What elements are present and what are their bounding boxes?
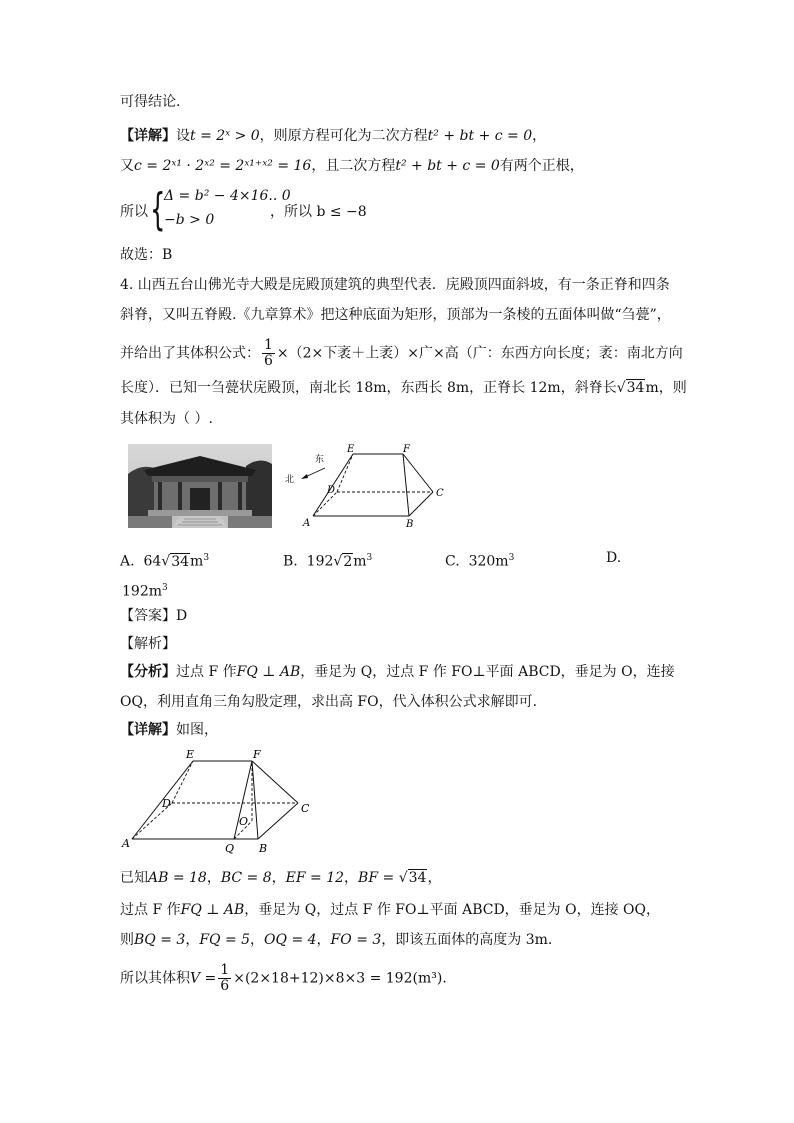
detail-1-line-2: 又c = 2ˣ¹ · 2ˣ² = 2ˣ¹⁺ˣ² = 16，且二次方程t² + bt + c = 0有两个正根，	[120, 158, 584, 174]
choice-text: 故选：B	[120, 247, 173, 263]
pentahedron-figure-2	[118, 745, 318, 861]
label-f: F	[253, 748, 261, 761]
option-d-label[interactable]: D.	[606, 550, 622, 566]
question-4-line-2: 斜脊，又叫五脊殿.《九章算术》把这种底面为矩形，顶部为一条棱的五面体叫做“刍甍”，	[120, 307, 671, 323]
perpendicular-line: 过点 F 作FQ ⊥ AB，垂足为 Q，过点 F 作 FO⊥平面 ABCD，垂足为 O，连接 OQ，	[120, 902, 661, 918]
pentahedron-figure-1	[285, 440, 455, 536]
label-o: O	[239, 815, 249, 828]
fraction: $\frac{1}{6}$	[264, 337, 273, 369]
math: t² + bt + c = 0	[427, 128, 533, 144]
label-a: A	[122, 837, 130, 850]
label-e: E	[186, 748, 195, 761]
option-d-value[interactable]: $192m^3$	[122, 583, 168, 600]
question-4-line-5: 其体积为（ ）.	[120, 411, 213, 427]
question-4-line-1: 4. 山西五台山佛光寺大殿是庑殿顶建筑的典型代表．庑殿顶四面斜坡，有一条正脊和四条	[120, 277, 670, 293]
fenxi-line-2: OQ，利用直角三角勾股定理，求出高 FO，代入体积公式求解即可.	[120, 694, 538, 710]
calculation-line: 则BQ = 3，FQ = 5，OQ = 4，FO = 3，即该五面体的高度为 3m.	[120, 932, 553, 948]
label-e: E	[347, 444, 355, 455]
analysis-title: 【解析】	[120, 636, 176, 652]
option-a[interactable]: A. $64√34m^3$	[120, 553, 210, 570]
question-4-line-4: 长度）．已知一刍甍状庑殿顶，南北长 18m，东西长 8m，正脊长 12m，斜脊长√34m，则	[120, 380, 687, 396]
math: t² + bt + c = 0	[395, 158, 500, 174]
sqrt: 34	[626, 380, 645, 396]
known-values-line: 已知AB = 18，BC = 8，EF = 12，BF = √34，	[120, 870, 442, 886]
inequality-row-1: Δ = b² − 4×16.. 0	[164, 188, 291, 204]
label-c: C	[301, 802, 310, 815]
math: t = 2ˣ > 0	[190, 128, 260, 144]
question-4-line-3: 并给出了其体积公式： $\frac{1}{6}$ ×（2×下袤＋上袤）×广×高（广：东西方向长度；袤：南北方向	[120, 337, 683, 369]
label-c: C	[436, 488, 444, 499]
detail-tag: 【详解】	[120, 128, 176, 144]
option-c[interactable]: C. $320m^3$	[445, 553, 515, 570]
answer-text: 【答案】D	[120, 608, 188, 624]
north-label: 北	[285, 475, 295, 485]
label-d: D	[327, 485, 336, 496]
east-label: 东	[315, 455, 325, 465]
temple-photo	[128, 444, 272, 528]
detail-1-line-1: 【详解】设t = 2ˣ > 0，则原方程可化为二次方程t² + bt + c = 0，	[120, 128, 547, 144]
fenxi-line-1: 【分析】过点 F 作FQ ⊥ AB，垂足为 Q，过点 F 作 FO⊥平面 ABCD，垂足为 O，连接	[120, 664, 675, 680]
label-f: F	[403, 444, 410, 455]
detail-2-heading: 【详解】如图，	[120, 722, 218, 738]
label-q: Q	[225, 842, 235, 855]
fraction: $\frac{1}{6}$	[220, 962, 230, 994]
label-d: D	[162, 797, 171, 810]
label-a: A	[303, 518, 311, 529]
option-b[interactable]: B. $192√2m^3$	[283, 553, 373, 570]
label-b: B	[259, 842, 268, 855]
math: c = 2ˣ¹ · 2ˣ² = 2ˣ¹⁺ˣ² = 16	[134, 158, 312, 174]
conclusion-b: ，所以 b ≤ −8	[270, 204, 367, 220]
volume-line: 所以其体积V = $\frac{1}{6}$ ×(2×18+12)×8×3 = 192(m³).	[120, 962, 447, 994]
label-b: B	[406, 519, 414, 530]
left-brace: {	[150, 184, 166, 235]
conclusion-text: 可得结论.	[120, 94, 181, 110]
inequality-row-2: −b > 0	[164, 212, 215, 228]
